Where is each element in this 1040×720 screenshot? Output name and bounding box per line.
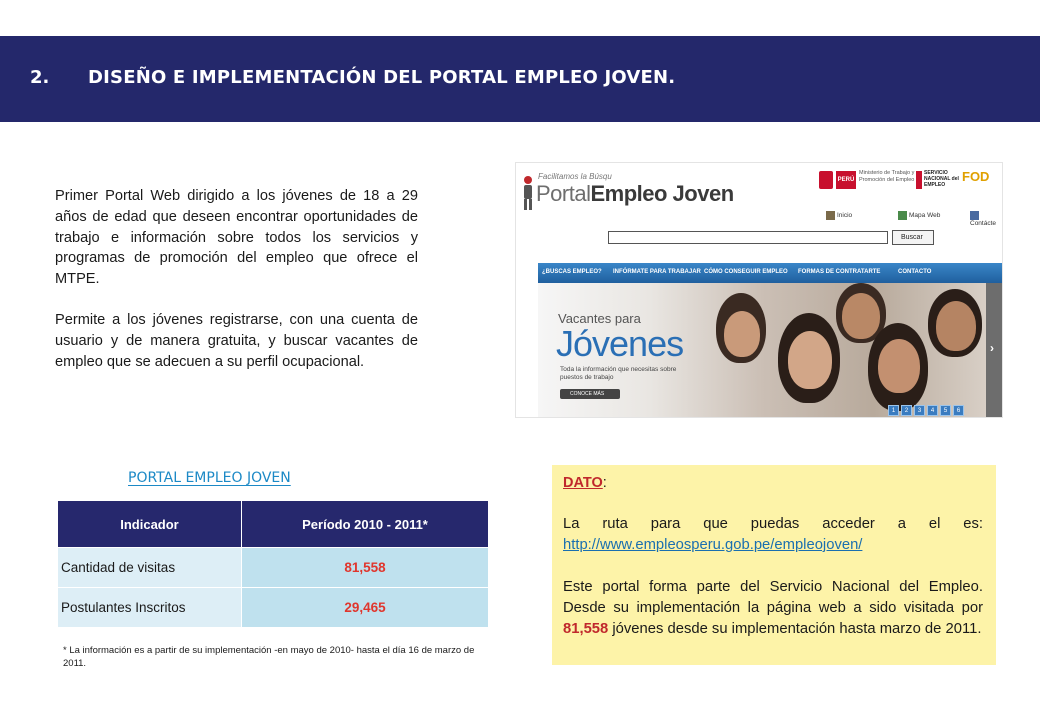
person-icon [521,175,535,211]
row-value: 81,558 [242,548,489,588]
slide-dot[interactable]: 5 [940,405,951,416]
nav-contacto-label: Contácte [970,220,997,227]
banner-small-text: Toda la información que necesitas sobre puestos de trabajo [560,366,677,381]
portal-search-button[interactable]: Buscar [892,230,934,245]
portal-menu-item[interactable]: CÓMO CONSEGUIR EMPLEO [704,269,788,275]
dato-text-1: La ruta para que puedas acceder a el es: [563,516,983,532]
sne-label: SERVICIO NACIONAL del EMPLEO [924,170,959,188]
banner-line1: Vacantes para [558,311,641,326]
chevron-right-icon[interactable]: › [990,341,994,355]
section-number: 2. [30,67,50,88]
portal-menu-item[interactable]: ¿BUSCAS EMPLEO? [542,269,602,275]
slide-dot[interactable]: 6 [953,405,964,416]
dato-paragraph-1 [563,514,983,556]
photo-face [788,331,832,389]
conoce-mas-button[interactable]: CONOCE MÁS [560,389,620,399]
dato-paragraph-2 [563,577,983,640]
indicator-table [57,500,489,628]
portal-nav-inicio[interactable] [826,211,852,220]
portal-nav-contacto[interactable] [970,211,1002,227]
portal-menu-item[interactable]: FORMAS DE CONTRATARTE [798,269,881,275]
portal-link[interactable]: http://www.empleosperu.gob.pe/empleojoven/ [563,537,863,553]
table-title: PORTAL EMPLEO JOVEN [128,470,291,486]
sne-logo-icon [916,171,922,189]
photo-face [842,293,880,339]
portal-menu-item[interactable]: INFÓRMATE PARA TRABAJAR [613,269,701,275]
portal-tagline: Facilitamos la Búsqu [538,172,612,181]
header-indicador: Indicador [58,501,242,548]
dato-label-colon: : [602,475,607,491]
fod-logo [962,169,989,184]
slide-dot[interactable]: 1 [888,405,899,416]
ministry-label: Ministerio de Trabajo y Promoción del Empleo [859,170,915,183]
slide-dot[interactable]: 3 [914,405,925,416]
row-value: 29,465 [242,588,489,628]
dato-label [563,475,607,491]
home-icon [826,211,835,220]
table-row [58,548,489,588]
table-footnote: * La información es a partir de su implementación -en mayo de 2010- hasta el día 16 de marzo de 2011. [63,645,475,669]
intro-paragraph-1: Primer Portal Web dirigido a los jóvenes de 18 a 29 años de edad que deseen encontrar oportunidades de trabajo e información sobre todos los servicios y programas de promoción del empleo que ofrece el MTPE. [55,188,418,288]
contact-icon [970,211,979,220]
portal-logo [536,181,734,207]
portal-search-input[interactable] [608,231,888,244]
dato-text-2a: Este portal forma parte del Servicio Nacional del Empleo. Desde su implementación la página web a sido visitada por [563,579,983,616]
photo-face [936,301,976,351]
row-label: Cantidad de visitas [58,548,242,588]
dato-text [563,514,983,640]
dato-label-text: DATO [563,475,603,491]
fod-logo-text: FOD [962,169,990,184]
portal-logo-part2: Empleo Joven [590,181,734,206]
portal-nav-mapa[interactable] [898,211,940,220]
table-row [58,588,489,628]
nav-inicio-label: Inicio [837,212,853,220]
slide-dot[interactable]: 2 [901,405,912,416]
map-icon [898,211,907,220]
slide-dot[interactable]: 4 [927,405,938,416]
photo-face [724,311,760,357]
portal-logo-part1: Portal [536,181,591,206]
photo-face [878,339,920,393]
intro-paragraph-2: Permite a los jóvenes registrarse, con una cuenta de usuario y de manera gratuita, y buscar vacantes de empleo que se adecuen a su perfil ocupacional. [55,311,418,370]
intro-text [55,186,418,392]
portal-menu-item[interactable]: CONTACTO [898,269,932,275]
slide-pager [888,399,966,417]
peru-shield-icon [819,171,833,189]
banner-next-area[interactable] [986,283,1003,418]
dato-text-2b: jóvenes desde su implementación hasta marzo de 2011. [608,621,982,637]
banner-line2: Jóvenes [556,323,684,364]
table-header-row [58,501,489,548]
nav-mapa-label: Mapa Web [909,212,941,220]
peru-label: PERÚ [836,171,856,189]
portal-screenshot [515,162,1003,418]
header-periodo: Período 2010 - 2011* [242,501,489,548]
section-title: DISEÑO E IMPLEMENTACIÓN DEL PORTAL EMPLEO JOVEN. [88,67,676,88]
dato-highlight: 81,558 [563,621,609,637]
row-label: Postulantes Inscritos [58,588,242,628]
